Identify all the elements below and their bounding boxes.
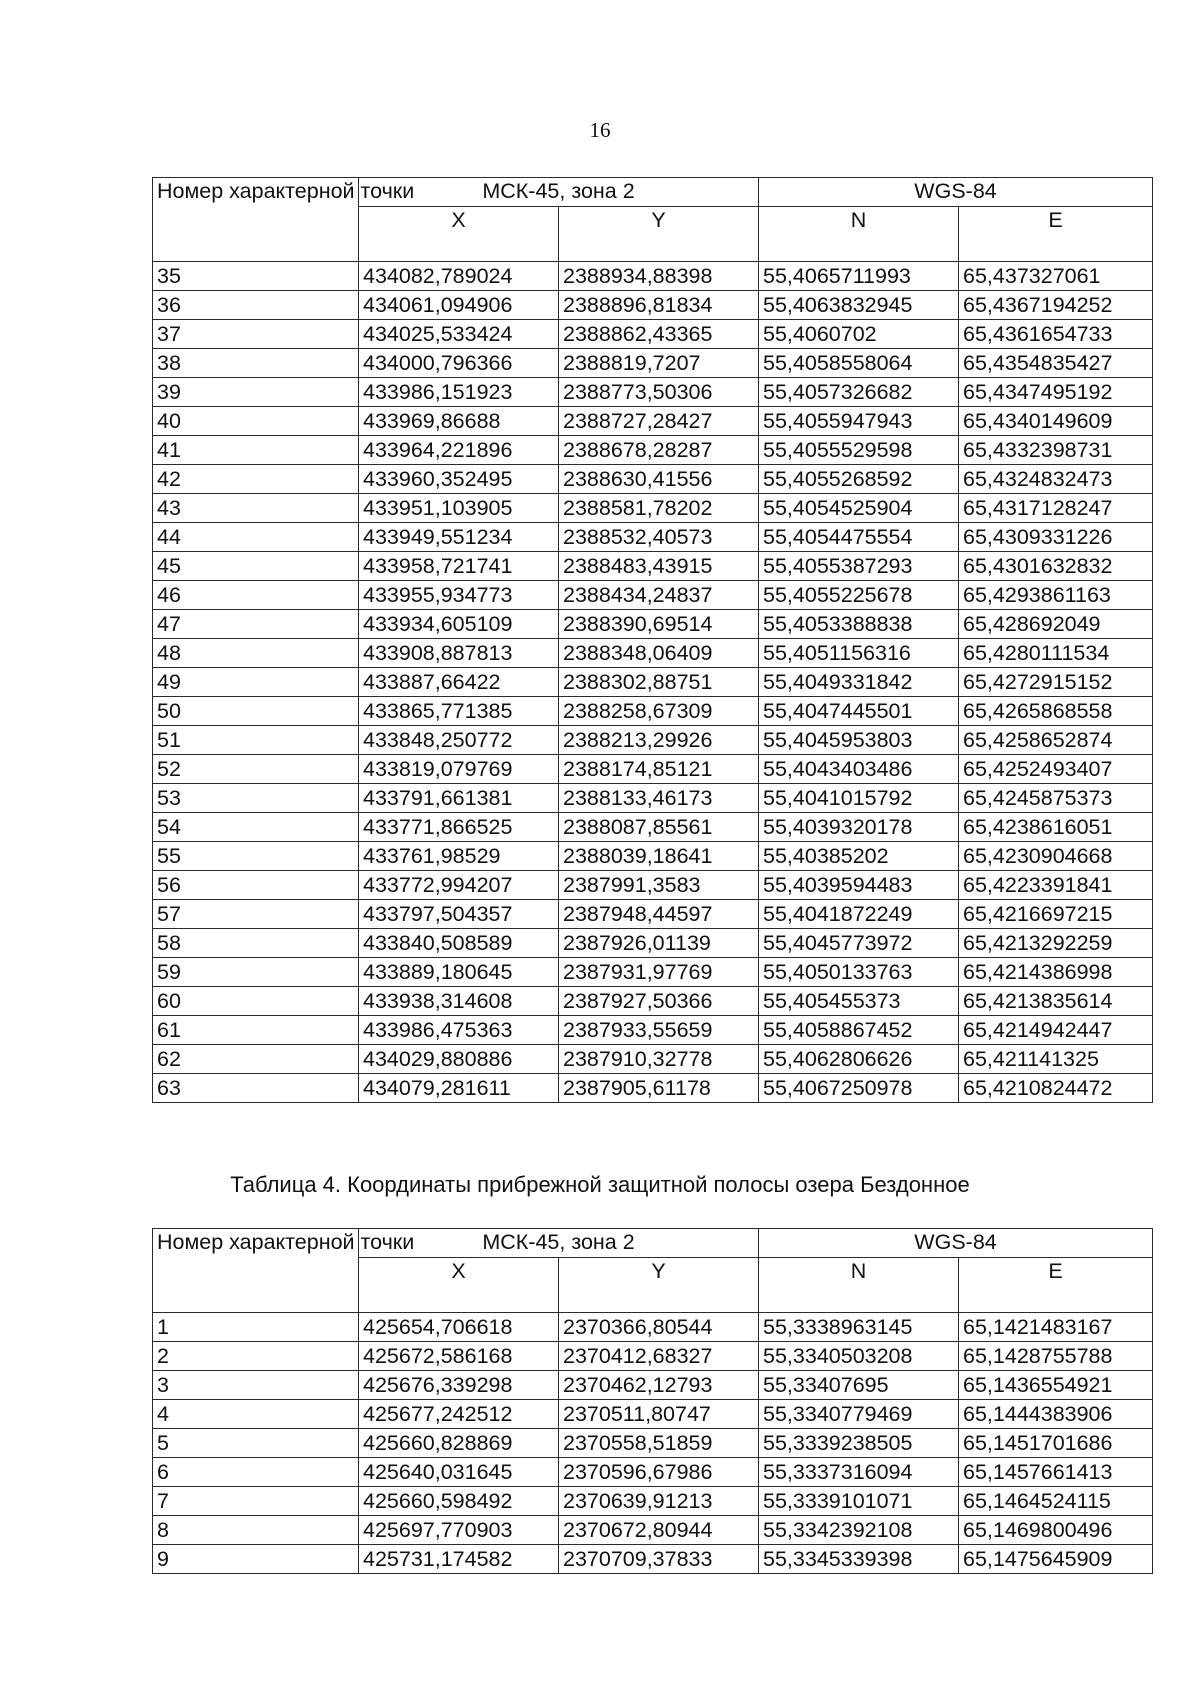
- y-cell: 2388174,85121: [559, 755, 759, 784]
- point-number-cell: 50: [153, 697, 359, 726]
- e-cell: 65,4340149609: [959, 407, 1153, 436]
- header-e: E: [959, 1258, 1153, 1313]
- x-cell: 434029,880886: [359, 1045, 559, 1074]
- table-row: [153, 668, 1153, 697]
- y-cell: 2388302,88751: [559, 668, 759, 697]
- n-cell: 55,3340503208: [759, 1342, 959, 1371]
- point-number-cell: 60: [153, 987, 359, 1016]
- e-cell: 65,1428755788: [959, 1342, 1153, 1371]
- e-cell: 65,4347495192: [959, 378, 1153, 407]
- x-cell: 425676,339298: [359, 1371, 559, 1400]
- n-cell: 55,4047445501: [759, 697, 959, 726]
- x-cell: 433960,352495: [359, 465, 559, 494]
- table-row: [153, 1400, 1153, 1429]
- table-row: [153, 552, 1153, 581]
- x-cell: 433938,314608: [359, 987, 559, 1016]
- n-cell: 55,4065711993: [759, 262, 959, 291]
- point-number-cell: 59: [153, 958, 359, 987]
- header-y: Y: [559, 1258, 759, 1313]
- n-cell: 55,4067250978: [759, 1074, 959, 1103]
- table-row: [153, 581, 1153, 610]
- header-point-number: Номер характерной точки: [153, 178, 359, 262]
- n-cell: 55,3338963145: [759, 1313, 959, 1342]
- table-row: [153, 1429, 1153, 1458]
- y-cell: 2387927,50366: [559, 987, 759, 1016]
- n-cell: 55,3345339398: [759, 1545, 959, 1574]
- point-number-cell: 8: [153, 1516, 359, 1545]
- table-header: [153, 1229, 1153, 1313]
- n-cell: 55,4054475554: [759, 523, 959, 552]
- e-cell: 65,4213292259: [959, 929, 1153, 958]
- point-number-cell: 51: [153, 726, 359, 755]
- y-cell: 2370511,80747: [559, 1400, 759, 1429]
- coordinates-table-lake: [152, 1228, 1153, 1574]
- n-cell: 55,4041872249: [759, 900, 959, 929]
- n-cell: 55,33407695: [759, 1371, 959, 1400]
- table-row: [153, 784, 1153, 813]
- e-cell: 65,4293861163: [959, 581, 1153, 610]
- y-cell: 2370462,12793: [559, 1371, 759, 1400]
- x-cell: 433840,508589: [359, 929, 559, 958]
- point-number-cell: 39: [153, 378, 359, 407]
- table-row: [153, 1342, 1153, 1371]
- table-row: [153, 1045, 1153, 1074]
- header-y: Y: [559, 207, 759, 262]
- x-cell: 433848,250772: [359, 726, 559, 755]
- x-cell: 425640,031645: [359, 1458, 559, 1487]
- x-cell: 434079,281611: [359, 1074, 559, 1103]
- point-number-cell: 63: [153, 1074, 359, 1103]
- table-body: [153, 262, 1153, 1103]
- n-cell: 55,4050133763: [759, 958, 959, 987]
- table-row: [153, 871, 1153, 900]
- n-cell: 55,3342392108: [759, 1516, 959, 1545]
- e-cell: 65,1464524115: [959, 1487, 1153, 1516]
- point-number-cell: 44: [153, 523, 359, 552]
- n-cell: 55,4049331842: [759, 668, 959, 697]
- e-cell: 65,437327061: [959, 262, 1153, 291]
- point-number-cell: 40: [153, 407, 359, 436]
- n-cell: 55,4055268592: [759, 465, 959, 494]
- e-cell: 65,1436554921: [959, 1371, 1153, 1400]
- point-number-cell: 56: [153, 871, 359, 900]
- n-cell: 55,4057326682: [759, 378, 959, 407]
- x-cell: 433865,771385: [359, 697, 559, 726]
- n-cell: 55,4058558064: [759, 349, 959, 378]
- point-number-cell: 35: [153, 262, 359, 291]
- y-cell: 2388039,18641: [559, 842, 759, 871]
- x-cell: 433958,721741: [359, 552, 559, 581]
- x-cell: 434000,796366: [359, 349, 559, 378]
- header-msk-group: МСК-45, зона 2: [359, 1229, 759, 1258]
- point-number-cell: 62: [153, 1045, 359, 1074]
- n-cell: 55,4045773972: [759, 929, 959, 958]
- x-cell: 434061,094906: [359, 291, 559, 320]
- y-cell: 2388348,06409: [559, 639, 759, 668]
- y-cell: 2370639,91213: [559, 1487, 759, 1516]
- x-cell: 433761,98529: [359, 842, 559, 871]
- y-cell: 2388087,85561: [559, 813, 759, 842]
- table-row: [153, 929, 1153, 958]
- y-cell: 2388213,29926: [559, 726, 759, 755]
- y-cell: 2388773,50306: [559, 378, 759, 407]
- x-cell: 434082,789024: [359, 262, 559, 291]
- x-cell: 433772,994207: [359, 871, 559, 900]
- point-number-cell: 3: [153, 1371, 359, 1400]
- y-cell: 2388896,81834: [559, 291, 759, 320]
- x-cell: 433951,103905: [359, 494, 559, 523]
- y-cell: 2387991,3583: [559, 871, 759, 900]
- y-cell: 2388434,24837: [559, 581, 759, 610]
- x-cell: 433949,551234: [359, 523, 559, 552]
- header-n: N: [759, 1258, 959, 1313]
- table-row: [153, 436, 1153, 465]
- n-cell: 55,4063832945: [759, 291, 959, 320]
- y-cell: 2370672,80944: [559, 1516, 759, 1545]
- point-number-cell: 2: [153, 1342, 359, 1371]
- e-cell: 65,1475645909: [959, 1545, 1153, 1574]
- table-row: [153, 726, 1153, 755]
- table-row: [153, 842, 1153, 871]
- point-number-cell: 53: [153, 784, 359, 813]
- n-cell: 55,405455373: [759, 987, 959, 1016]
- n-cell: 55,4055225678: [759, 581, 959, 610]
- x-cell: 425660,828869: [359, 1429, 559, 1458]
- point-number-cell: 47: [153, 610, 359, 639]
- table-row: [153, 262, 1153, 291]
- y-cell: 2388483,43915: [559, 552, 759, 581]
- x-cell: 433791,661381: [359, 784, 559, 813]
- n-cell: 55,4039320178: [759, 813, 959, 842]
- point-number-cell: 46: [153, 581, 359, 610]
- table-row: [153, 407, 1153, 436]
- e-cell: 65,1457661413: [959, 1458, 1153, 1487]
- e-cell: 65,1451701686: [959, 1429, 1153, 1458]
- y-cell: 2387948,44597: [559, 900, 759, 929]
- n-cell: 55,3340779469: [759, 1400, 959, 1429]
- table-row: [153, 755, 1153, 784]
- header-n: N: [759, 207, 959, 262]
- table-row: [153, 1371, 1153, 1400]
- y-cell: 2370412,68327: [559, 1342, 759, 1371]
- table-row: [153, 697, 1153, 726]
- point-number-cell: 1: [153, 1313, 359, 1342]
- table-row: [153, 320, 1153, 349]
- e-cell: 65,1444383906: [959, 1400, 1153, 1429]
- table-row: [153, 610, 1153, 639]
- table-row: [153, 1016, 1153, 1045]
- y-cell: 2388630,41556: [559, 465, 759, 494]
- y-cell: 2388581,78202: [559, 494, 759, 523]
- table-row: [153, 349, 1153, 378]
- e-cell: 65,1421483167: [959, 1313, 1153, 1342]
- y-cell: 2387905,61178: [559, 1074, 759, 1103]
- point-number-cell: 4: [153, 1400, 359, 1429]
- x-cell: 433889,180645: [359, 958, 559, 987]
- n-cell: 55,3337316094: [759, 1458, 959, 1487]
- x-cell: 433819,079769: [359, 755, 559, 784]
- e-cell: 65,4301632832: [959, 552, 1153, 581]
- x-cell: 425672,586168: [359, 1342, 559, 1371]
- point-number-cell: 43: [153, 494, 359, 523]
- point-number-cell: 45: [153, 552, 359, 581]
- point-number-cell: 57: [153, 900, 359, 929]
- y-cell: 2388819,7207: [559, 349, 759, 378]
- table-row: [153, 987, 1153, 1016]
- point-number-cell: 41: [153, 436, 359, 465]
- point-number-cell: 36: [153, 291, 359, 320]
- x-cell: 433797,504357: [359, 900, 559, 929]
- n-cell: 55,4051156316: [759, 639, 959, 668]
- e-cell: 65,4317128247: [959, 494, 1153, 523]
- header-e: E: [959, 207, 1153, 262]
- header-wgs-group: WGS-84: [759, 178, 1153, 207]
- coordinates-table-continued: [152, 177, 1153, 1103]
- x-cell: 433887,66422: [359, 668, 559, 697]
- x-cell: 425731,174582: [359, 1545, 559, 1574]
- n-cell: 55,3339101071: [759, 1487, 959, 1516]
- e-cell: 65,428692049: [959, 610, 1153, 639]
- point-number-cell: 48: [153, 639, 359, 668]
- table-row: [153, 291, 1153, 320]
- y-cell: 2388862,43365: [559, 320, 759, 349]
- header-x: X: [359, 1258, 559, 1313]
- point-number-cell: 42: [153, 465, 359, 494]
- point-number-cell: 49: [153, 668, 359, 697]
- point-number-cell: 6: [153, 1458, 359, 1487]
- e-cell: 65,4252493407: [959, 755, 1153, 784]
- e-cell: 65,4272915152: [959, 668, 1153, 697]
- y-cell: 2388532,40573: [559, 523, 759, 552]
- x-cell: 433969,86688: [359, 407, 559, 436]
- y-cell: 2387910,32778: [559, 1045, 759, 1074]
- point-number-cell: 52: [153, 755, 359, 784]
- e-cell: 65,4309331226: [959, 523, 1153, 552]
- y-cell: 2370558,51859: [559, 1429, 759, 1458]
- e-cell: 65,1469800496: [959, 1516, 1153, 1545]
- table-caption: Таблица 4. Координаты прибрежной защитной полосы озера Бездонное: [230, 1172, 970, 1197]
- header-wgs-group: WGS-84: [759, 1229, 1153, 1258]
- e-cell: 65,4361654733: [959, 320, 1153, 349]
- x-cell: 425697,770903: [359, 1516, 559, 1545]
- table-row: [153, 1545, 1153, 1574]
- x-cell: 434025,533424: [359, 320, 559, 349]
- table-row: [153, 465, 1153, 494]
- e-cell: 65,4214942447: [959, 1016, 1153, 1045]
- n-cell: 55,4054525904: [759, 494, 959, 523]
- e-cell: 65,4332398731: [959, 436, 1153, 465]
- table-header: [153, 178, 1153, 262]
- y-cell: 2388133,46173: [559, 784, 759, 813]
- e-cell: 65,4354835427: [959, 349, 1153, 378]
- n-cell: 55,4058867452: [759, 1016, 959, 1045]
- x-cell: 433934,605109: [359, 610, 559, 639]
- table-row: [153, 494, 1153, 523]
- y-cell: 2388727,28427: [559, 407, 759, 436]
- y-cell: 2370709,37833: [559, 1545, 759, 1574]
- e-cell: 65,4245875373: [959, 784, 1153, 813]
- y-cell: 2388678,28287: [559, 436, 759, 465]
- table-row: [153, 1458, 1153, 1487]
- x-cell: 433771,866525: [359, 813, 559, 842]
- n-cell: 55,4041015792: [759, 784, 959, 813]
- x-cell: 433986,475363: [359, 1016, 559, 1045]
- e-cell: 65,4213835614: [959, 987, 1153, 1016]
- n-cell: 55,4062806626: [759, 1045, 959, 1074]
- y-cell: 2370366,80544: [559, 1313, 759, 1342]
- y-cell: 2387926,01139: [559, 929, 759, 958]
- e-cell: 65,421141325: [959, 1045, 1153, 1074]
- point-number-cell: 58: [153, 929, 359, 958]
- e-cell: 65,4210824472: [959, 1074, 1153, 1103]
- table-row: [153, 523, 1153, 552]
- e-cell: 65,4280111534: [959, 639, 1153, 668]
- e-cell: 65,4216697215: [959, 900, 1153, 929]
- e-cell: 65,4324832473: [959, 465, 1153, 494]
- n-cell: 55,4043403486: [759, 755, 959, 784]
- header-msk-group: МСК-45, зона 2: [359, 178, 759, 207]
- n-cell: 55,4055387293: [759, 552, 959, 581]
- n-cell: 55,4055529598: [759, 436, 959, 465]
- x-cell: 433955,934773: [359, 581, 559, 610]
- x-cell: 433964,221896: [359, 436, 559, 465]
- table-row: [153, 639, 1153, 668]
- point-number-cell: 37: [153, 320, 359, 349]
- n-cell: 55,40385202: [759, 842, 959, 871]
- y-cell: 2387931,97769: [559, 958, 759, 987]
- point-number-cell: 61: [153, 1016, 359, 1045]
- y-cell: 2387933,55659: [559, 1016, 759, 1045]
- e-cell: 65,4223391841: [959, 871, 1153, 900]
- table-row: [153, 958, 1153, 987]
- point-number-cell: 38: [153, 349, 359, 378]
- point-number-cell: 9: [153, 1545, 359, 1574]
- point-number-cell: 54: [153, 813, 359, 842]
- x-cell: 433908,887813: [359, 639, 559, 668]
- e-cell: 65,4214386998: [959, 958, 1153, 987]
- e-cell: 65,4265868558: [959, 697, 1153, 726]
- header-x: X: [359, 207, 559, 262]
- n-cell: 55,4053388838: [759, 610, 959, 639]
- table-row: [153, 900, 1153, 929]
- table-row: [153, 813, 1153, 842]
- header-point-number: Номер характерной точки: [153, 1229, 359, 1313]
- n-cell: 55,4055947943: [759, 407, 959, 436]
- table-row: [153, 1313, 1153, 1342]
- n-cell: 55,4045953803: [759, 726, 959, 755]
- e-cell: 65,4258652874: [959, 726, 1153, 755]
- y-cell: 2388258,67309: [559, 697, 759, 726]
- point-number-cell: 7: [153, 1487, 359, 1516]
- page-number: 16: [589, 118, 611, 142]
- e-cell: 65,4238616051: [959, 813, 1153, 842]
- table-body: [153, 1313, 1153, 1574]
- y-cell: 2388934,88398: [559, 262, 759, 291]
- x-cell: 425677,242512: [359, 1400, 559, 1429]
- table-row: [153, 1074, 1153, 1103]
- point-number-cell: 5: [153, 1429, 359, 1458]
- n-cell: 55,4060702: [759, 320, 959, 349]
- x-cell: 425660,598492: [359, 1487, 559, 1516]
- x-cell: 433986,151923: [359, 378, 559, 407]
- point-number-cell: 55: [153, 842, 359, 871]
- table-row: [153, 378, 1153, 407]
- e-cell: 65,4367194252: [959, 291, 1153, 320]
- n-cell: 55,3339238505: [759, 1429, 959, 1458]
- x-cell: 425654,706618: [359, 1313, 559, 1342]
- y-cell: 2370596,67986: [559, 1458, 759, 1487]
- table-row: [153, 1516, 1153, 1545]
- e-cell: 65,4230904668: [959, 842, 1153, 871]
- y-cell: 2388390,69514: [559, 610, 759, 639]
- n-cell: 55,4039594483: [759, 871, 959, 900]
- table-row: [153, 1487, 1153, 1516]
